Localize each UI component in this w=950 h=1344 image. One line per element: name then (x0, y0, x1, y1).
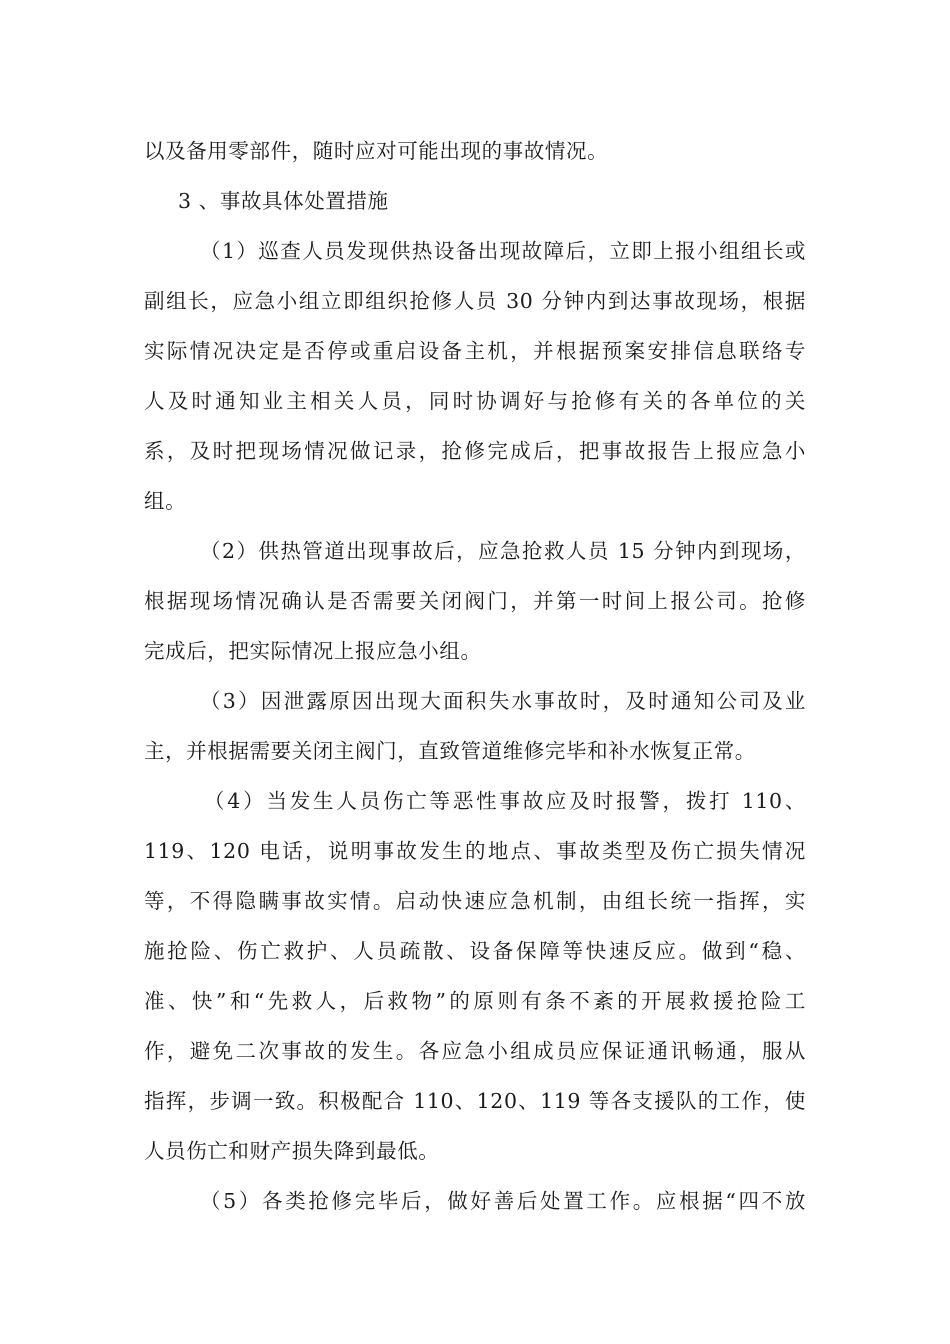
paragraph-line: （1）巡查人员发现供热设备出现故障后，立即上报小组组长或 (200, 239, 806, 263)
paragraph-line: 以及备用零部件，随时应对可能出现的事故情况。 (144, 139, 609, 163)
paragraph-line: 等，不得隐瞒事故实情。启动快速应急机制，由组长统一指挥，实 (144, 889, 806, 913)
paragraph-line: （4）当发生人员伤亡等恶性事故应及时报警，拨打 110、 (204, 789, 806, 813)
paragraph-line: 组。 (144, 489, 187, 513)
paragraph-line: 实际情况决定是否停或重启设备主机，并根据预案安排信息联络专 (144, 339, 806, 363)
paragraph-line: 副组长，应急小组立即组织抢修人员 30 分钟内到达事故现场，根据 (144, 289, 806, 313)
paragraph-line: 指挥，步调一致。积极配合 110、120、119 等各支援队的工作，使 (144, 1089, 806, 1113)
paragraph-line: 施抢险、伤亡救护、人员疏散、设备保障等快速反应。做到“稳、 (144, 939, 806, 963)
paragraph-line: （3）因泄露原因出现大面积失水事故时，及时通知公司及业 (200, 689, 806, 713)
paragraph-line: 119、120 电话，说明事故发生的地点、事故类型及伤亡损失情况 (144, 839, 806, 863)
paragraph-line: 人及时通知业主相关人员，同时协调好与抢修有关的各单位的关 (144, 389, 806, 413)
paragraph-line: 主，并根据需要关闭主阀门，直致管道维修完毕和补水恢复正常。 (144, 739, 756, 763)
paragraph-line: 系，及时把现场情况做记录，抢修完成后，把事故报告上报应急小 (144, 439, 806, 463)
paragraph-line: 人员伤亡和财产损失降到最低。 (144, 1139, 440, 1163)
paragraph-line: （5）各类抢修完毕后，做好善后处置工作。应根据“四不放 (200, 1189, 806, 1213)
paragraph-line: 根据现场情况确认是否需要关闭阀门，并第一时间上报公司。抢修 (144, 589, 806, 613)
paragraph-line: 准、快”和“先救人，后救物”的原则有条不紊的开展救援抢险工 (144, 989, 806, 1013)
paragraph-line: 完成后，把实际情况上报应急小组。 (144, 639, 482, 663)
paragraph-line: （2）供热管道出现事故后，应急抢救人员 15 分钟内到现场， (200, 539, 806, 563)
paragraph-line: 作，避免二次事故的发生。各应急小组成员应保证通讯畅通，服从 (144, 1039, 806, 1063)
section-heading: 3 、事故具体处置措施 (178, 189, 389, 213)
